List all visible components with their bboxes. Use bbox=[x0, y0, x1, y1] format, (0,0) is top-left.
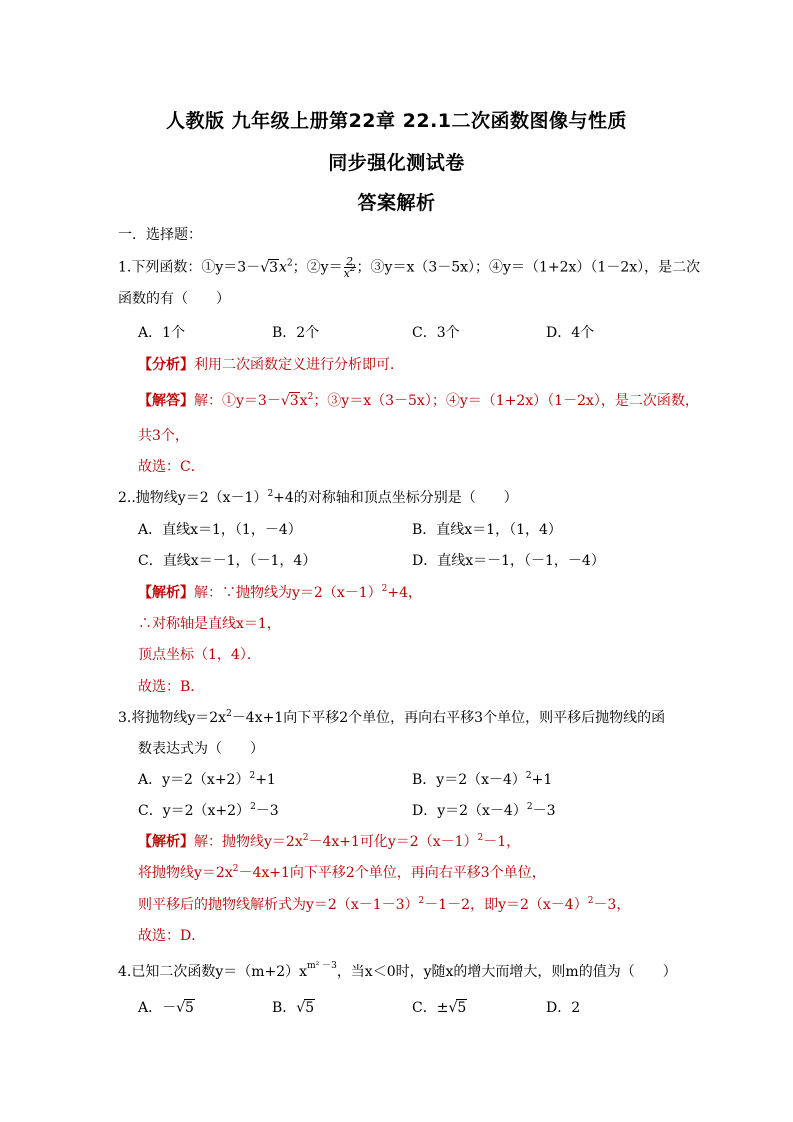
q1-answer bbox=[138, 392, 699, 410]
q2-analysis bbox=[138, 584, 422, 602]
document-section-title: 答案解析 bbox=[357, 192, 436, 214]
q4-option-d: D．2 bbox=[546, 1000, 581, 1016]
exponent: 2 bbox=[418, 896, 425, 906]
section-heading: 一．选择题： bbox=[118, 227, 202, 243]
q2-analysis-line2: ∴对称轴是直线x＝1， bbox=[138, 616, 281, 632]
exponent: 2 bbox=[477, 833, 484, 843]
document-subtitle: 同步强化测试卷 bbox=[328, 152, 465, 174]
q1-option-c: C．3个 bbox=[412, 325, 460, 341]
question-number: 2. bbox=[118, 490, 132, 506]
answer-text: 解：①y＝3－ bbox=[194, 393, 281, 409]
q1-option-b: B．2个 bbox=[272, 325, 320, 341]
q3-option-c bbox=[138, 802, 279, 820]
q2-option-c: C．直线x＝－1，（－1，4） bbox=[138, 553, 317, 569]
question-1-line2: 函数的有（ ） bbox=[118, 291, 230, 307]
q1-option-a: A．1个 bbox=[138, 325, 186, 341]
q1-variable: x bbox=[279, 259, 287, 276]
option-text: +1 bbox=[531, 772, 553, 788]
q1-option-d: D．4个 bbox=[546, 325, 595, 341]
fraction-numerator: 2 bbox=[344, 256, 356, 268]
sqrt-argument: 5 bbox=[305, 1000, 315, 1016]
q1-stem-part: ；②y＝ bbox=[292, 259, 343, 276]
q4-stem-part: 已知二次函数y＝（m+2）x bbox=[131, 964, 308, 980]
exponent: 2 bbox=[232, 864, 239, 874]
analysis-text: －4x+1向下平移2个单位，再向右平移3个单位， bbox=[238, 865, 546, 881]
analysis-label: 【解析】 bbox=[138, 834, 194, 850]
q2-stem-part: +4的对称轴和顶点坐标分别是（ ） bbox=[273, 490, 518, 506]
question-3-line2: 数表达式为（ ） bbox=[138, 741, 264, 757]
sqrt-symbol: √3 bbox=[280, 393, 299, 409]
q4-option-b bbox=[272, 999, 315, 1017]
analysis-text: －3， bbox=[593, 897, 631, 913]
option-text: C．y＝2（x+2） bbox=[138, 803, 251, 819]
exponent: m² －3 bbox=[307, 961, 337, 971]
q2-option-d: D．直线x＝－1，（－1，－4） bbox=[412, 553, 605, 569]
analysis-text: 解：∵抛物线为y＝2（x－1） bbox=[194, 585, 382, 601]
option-text: A．y＝2（x+2） bbox=[138, 772, 250, 788]
exponent: 2 bbox=[587, 896, 594, 906]
sqrt-symbol: √5 bbox=[176, 1000, 194, 1016]
q1-stem-part: 下列函数：①y＝3－ bbox=[131, 259, 261, 276]
document-title: 人教版 九年级上册第22章 22.1二次函数图像与性质 bbox=[165, 110, 628, 132]
exponent: 2 bbox=[307, 392, 314, 402]
q3-option-b bbox=[412, 771, 552, 789]
q3-choice: 故选：D． bbox=[138, 928, 206, 944]
option-text: C．± bbox=[412, 1000, 449, 1016]
fraction-denominator-var: x bbox=[343, 267, 350, 280]
q2-analysis-line3: 顶点坐标（1，4）． bbox=[138, 647, 261, 663]
option-text: D．y＝2（x－4） bbox=[412, 803, 527, 819]
q1-stem-part: ；③y＝x（3－5x）；④y＝（1+2x）（1－2x），是二次 bbox=[356, 259, 701, 276]
q1-choice: 故选：C． bbox=[138, 459, 205, 475]
question-number: 1. bbox=[118, 259, 132, 276]
question-number: 3. bbox=[118, 710, 132, 726]
exponent: 2 bbox=[349, 264, 356, 274]
analysis-text: +4， bbox=[387, 585, 422, 601]
question-1-text bbox=[118, 256, 700, 279]
question-number: 4. bbox=[118, 964, 132, 980]
q4-option-a bbox=[138, 999, 195, 1017]
q3-analysis-line3 bbox=[138, 896, 630, 914]
answer-label: 【解答】 bbox=[138, 393, 194, 409]
q4-option-c bbox=[412, 999, 467, 1017]
exponent: 2 bbox=[525, 771, 532, 781]
q3-stem-part: －4x+1向下平移2个单位，再向右平移3个单位，则平移后抛物线的函 bbox=[231, 710, 666, 726]
exponent: 2 bbox=[250, 802, 256, 812]
question-2-text bbox=[118, 489, 518, 507]
q2-option-b: B．直线x＝1，（1，4） bbox=[412, 522, 562, 538]
analysis-text: 将抛物线y＝2x bbox=[138, 865, 233, 881]
q3-option-d bbox=[412, 802, 556, 820]
option-text: B．y＝2（x－4） bbox=[412, 772, 526, 788]
q1-answer-line2: 共3个， bbox=[138, 428, 189, 444]
sqrt-symbol: √5 bbox=[448, 1000, 467, 1016]
analysis-text: －1， bbox=[483, 834, 521, 850]
q3-option-a bbox=[138, 771, 276, 789]
analysis-text: 则平移后的抛物线解析式为y＝2（x－1－3） bbox=[138, 897, 419, 913]
q2-stem-part: .抛物线y＝2（x－1） bbox=[131, 490, 268, 506]
option-text: +1 bbox=[255, 772, 276, 788]
analysis-label: 【分析】 bbox=[138, 357, 194, 373]
exponent: 2 bbox=[267, 489, 274, 499]
option-text: －3 bbox=[532, 803, 556, 819]
sqrt-argument: 5 bbox=[457, 1000, 467, 1016]
sqrt-argument: 5 bbox=[185, 1000, 194, 1016]
q3-analysis bbox=[138, 833, 520, 851]
q2-option-a: A．直线x＝1，（1，－4） bbox=[138, 522, 302, 538]
analysis-text: 解：抛物线y＝2x bbox=[194, 834, 303, 850]
analysis-text: －1－2，即y＝2（x－4） bbox=[424, 897, 588, 913]
q2-choice: 故选：B． bbox=[138, 679, 205, 695]
exponent: 2 bbox=[226, 709, 232, 719]
option-text: B． bbox=[272, 1000, 297, 1016]
exponent: 2 bbox=[286, 258, 293, 269]
analysis-label: 【解析】 bbox=[138, 585, 194, 601]
sqrt-symbol: √5 bbox=[296, 1000, 315, 1016]
q3-analysis-line2 bbox=[138, 864, 546, 882]
answer-variable: x bbox=[299, 393, 308, 409]
exponent: 2 bbox=[381, 584, 388, 594]
q4-stem-part: ，当x＜0时，y随x的增大而增大，则m的值为（ ） bbox=[336, 964, 677, 980]
option-text: －3 bbox=[255, 803, 279, 819]
sqrt-symbol: √3 bbox=[260, 259, 279, 276]
question-4-text bbox=[118, 963, 677, 981]
sqrt-argument: 3 bbox=[289, 393, 299, 409]
sqrt-argument: 3 bbox=[269, 259, 279, 276]
q3-stem-part: 将抛物线y＝2x bbox=[131, 710, 227, 726]
question-3-text bbox=[118, 709, 665, 727]
exponent: 2 bbox=[249, 771, 256, 781]
exponent: 2 bbox=[526, 802, 533, 812]
option-text: A．－ bbox=[138, 1000, 177, 1016]
fraction bbox=[344, 256, 356, 279]
answer-text: ；③y＝x（3－5x）；④y＝（1+2x）（1－2x），是二次函数， bbox=[313, 393, 699, 409]
exponent: 2 bbox=[302, 833, 309, 843]
analysis-text: －4x+1可化y＝2（x－1） bbox=[308, 834, 478, 850]
fraction-denominator bbox=[343, 264, 356, 280]
q1-analysis bbox=[138, 356, 404, 374]
analysis-text: 利用二次函数定义进行分析即可． bbox=[194, 357, 404, 373]
